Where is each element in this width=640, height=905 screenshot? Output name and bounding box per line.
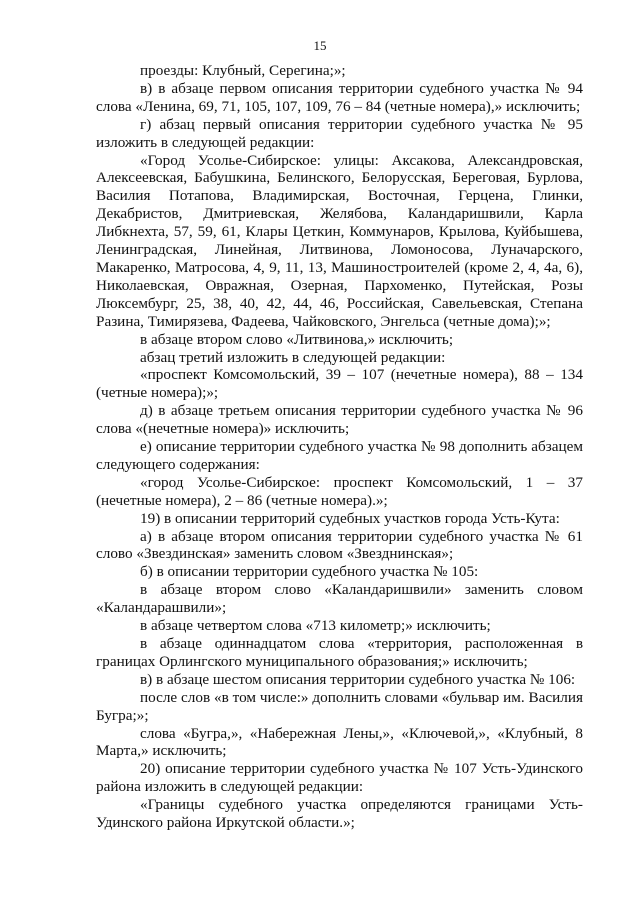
paragraph: «Границы судебного участка определяются границами Усть-Удинского района Иркутской области.»;: [96, 796, 583, 832]
paragraph: «город Усолье-Сибирское: проспект Комсомольский, 1 – 37 (нечетные номера), 2 – 86 (четные номера).»;: [96, 473, 583, 509]
paragraph: в абзаце втором слово «Литвинова,» исключить;: [140, 330, 454, 348]
paragraph: в) в абзаце шестом описания территории судебного участка № 106:: [140, 670, 576, 688]
paragraph: в абзаце одиннадцатом слова «территория, расположенная в границах Орлингского муниципального образования;» исключить;: [96, 635, 583, 670]
paragraph: 20) описание территории судебного участка № 107 Усть-Удинского района изложить в следующей редакции:: [96, 760, 583, 796]
paragraph: в абзаце четвертом слова «713 километр;» исключить;: [140, 617, 491, 635]
paragraph: а) в абзаце втором описания территории судебного участка № 61 слово «Звездинская» заменить словом «Звезднинская»;: [96, 527, 583, 563]
paragraph: «Город Усолье-Сибирское: улицы: Аксакова, Александровская, Алексеевская, Бабушкина, Белинского, Белорусская, Береговая, Бурлова, Василия Потапова, Владимирская, Восточная, Герцена, Глинки, Декабристов, Дмитриевская, Желябова, Каландаришвили, Карла Либкнехта, 57, 59, 61, Клары Цеткин, Коммунаров, Крылова, Куйбышева, Ленинградская, Линейная, Литвинова, Ломоносова, Луначарского, Макаренко, Матросова, 4, 9, 11, 13, Машиностроителей (кроме 2, 4, 4а, 6), Николаевская, Овражная, Озерная, Пархоменко, Путейская, Розы Люксембург, 25, 38, 40, 42, 44, 46, Российская, Савельевская, Степана Разина, Тимирязева, Фадеева, Чайковского, Энгельса (четные дома);»;: [96, 151, 583, 330]
paragraph: после слов «в том числе:» дополнить словами «бульвар им. Василия Бугра;»;: [96, 688, 583, 724]
paragraph: е) описание территории судебного участка № 98 дополнить абзацем следующего содержания:: [96, 438, 583, 473]
paragraph: в абзаце втором слово «Каландаришвили» заменить словом «Каландарашвили»;: [96, 581, 583, 617]
paragraph: д) в абзаце третьем описания территории судебного участка № 96 слова «(нечетные номера)» исключить;: [96, 402, 583, 438]
paragraph: в) в абзаце первом описания территории судебного участка № 94 слова «Ленина, 69, 71, 105, 107, 109, 76 – 84 (четные номера),» исключить;: [96, 79, 583, 115]
paragraph: г) абзац первый описания территории судебного участка № 95 изложить в следующей редакции:: [96, 115, 583, 151]
paragraph: 19) в описании территорий судебных участков города Усть-Кута:: [140, 509, 560, 527]
page-number: 15: [313, 38, 327, 53]
paragraph: проезды: Клубный, Серегина;»;: [140, 62, 346, 79]
paragraph: абзац третий изложить в следующей редакции:: [140, 348, 446, 366]
document-body: [96, 62, 583, 832]
paragraph: «проспект Комсомольский, 39 – 107 (нечетные номера), 88 – 134 (четные номера);»;: [96, 366, 583, 402]
paragraph: б) в описании территории судебного участка № 105:: [140, 563, 479, 581]
paragraph: слова «Бугра,», «Набережная Лены,», «Ключевой,», «Клубный, 8 Марта,» исключить;: [96, 724, 583, 760]
